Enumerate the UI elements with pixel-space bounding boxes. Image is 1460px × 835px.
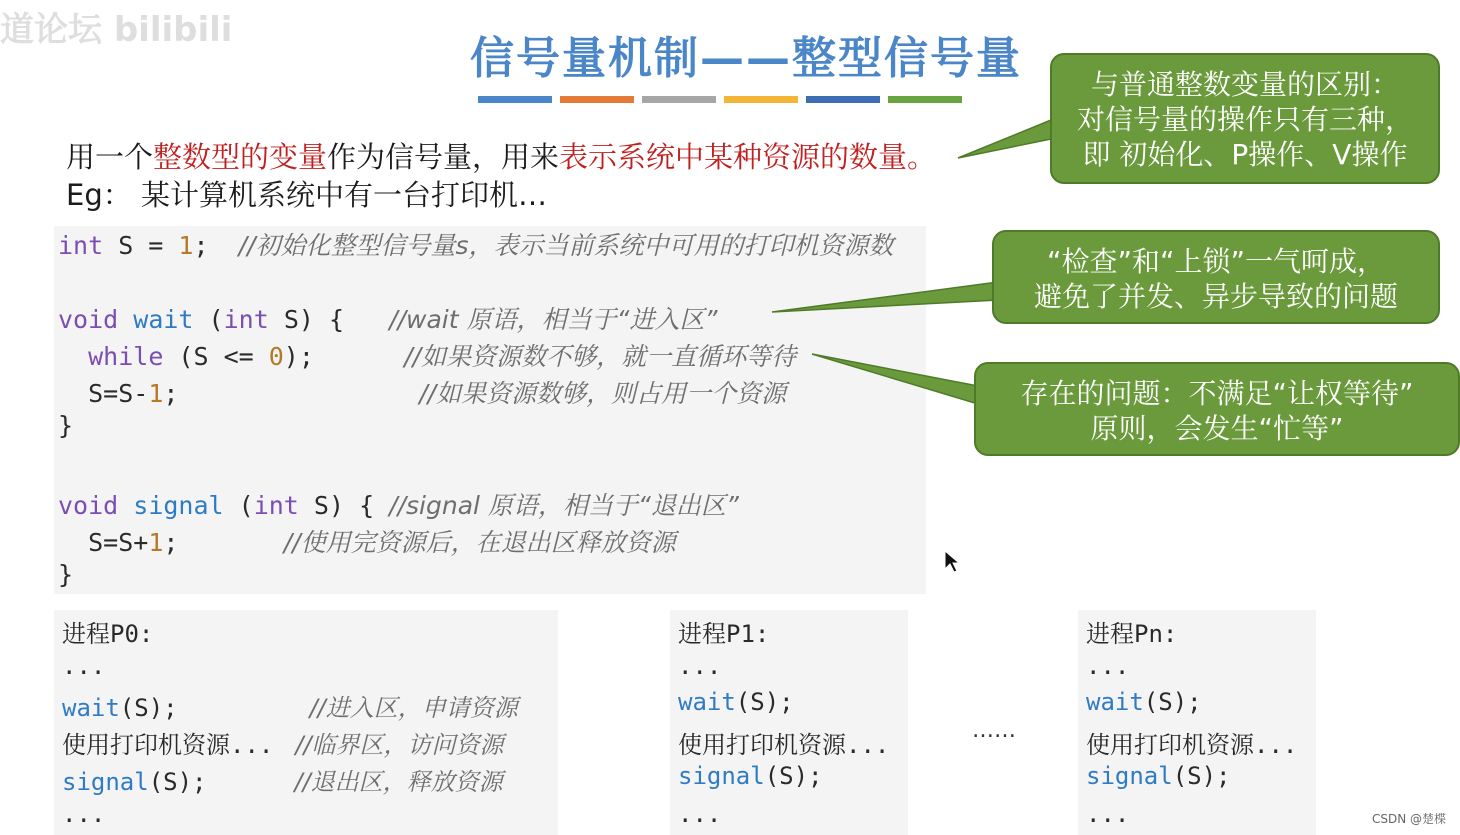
code-text: (S); xyxy=(1143,688,1202,716)
code-number: 1 xyxy=(178,231,194,260)
process-title: 进程P0: xyxy=(62,620,154,648)
code-text: ); xyxy=(283,342,405,371)
code-function: wait xyxy=(62,694,120,722)
code-text: S = xyxy=(103,231,179,260)
callout-line: 对信号量的操作只有三种， xyxy=(1076,103,1413,136)
code-comment: //如果资源数不够，就一直循环等待 xyxy=(404,342,797,371)
code-comment: //使用完资源后，在退出区释放资源 xyxy=(283,528,676,557)
code-comment: //wait 原语，相当于“进入区” xyxy=(389,305,718,334)
code-text: ; xyxy=(193,231,239,260)
code-text: ; xyxy=(163,379,420,408)
code-text: (S); xyxy=(119,694,178,722)
code-number: 0 xyxy=(268,342,284,371)
code-text: S) { xyxy=(268,305,390,334)
intro-text-highlight: 表示系统中某种资源的数量。 xyxy=(559,140,937,174)
callout-atomic-check-lock xyxy=(992,230,1440,324)
code-text: 使用打印机资源... xyxy=(62,731,274,759)
process-ellipsis: ... xyxy=(1086,800,1130,828)
callout-pointer-2 xyxy=(772,282,998,312)
code-comment: //如果资源数够，则占用一个资源 xyxy=(419,379,787,408)
code-text: (S); xyxy=(764,762,823,790)
callout-line: 避免了并发、异步导致的问题 xyxy=(1033,280,1398,313)
code-text: S=S+ xyxy=(58,528,149,557)
process-ellipsis: ... xyxy=(62,800,106,828)
mouse-cursor-icon xyxy=(944,550,960,574)
code-keyword: void xyxy=(58,491,119,520)
callout-line: “检查”和“上锁”一气呵成， xyxy=(1046,245,1386,278)
intro-text-plain: 用一个 xyxy=(66,140,154,174)
code-function: wait xyxy=(1086,688,1144,716)
callout-line: 存在的问题：不满足“让权等待” xyxy=(1020,377,1414,410)
code-text: S=S- xyxy=(58,379,149,408)
code-function: signal xyxy=(133,491,224,520)
callout-line: 原则，会发生“忙等” xyxy=(1090,412,1344,445)
code-function: signal xyxy=(1086,762,1173,790)
process-use-line: 使用打印机资源... xyxy=(678,731,890,759)
code-keyword: while xyxy=(88,342,164,371)
process-ellipsis: ... xyxy=(678,652,722,680)
code-function: signal xyxy=(678,762,765,790)
callout-semaphore-difference xyxy=(1050,53,1440,184)
code-text: ( xyxy=(193,305,224,334)
process-ellipsis: ... xyxy=(678,800,722,828)
intro-line-2: Eg： 某计算机系统中有一台打印机… xyxy=(66,178,547,212)
code-keyword: int xyxy=(253,491,299,520)
code-keyword: int xyxy=(58,231,104,260)
code-comment: //临界区，访问资源 xyxy=(295,731,504,759)
code-text: (S); xyxy=(148,768,207,796)
code-comment: //退出区，释放资源 xyxy=(294,768,503,796)
code-function: wait xyxy=(678,688,736,716)
code-comment: //初始化整型信号量s，表示当前系统中可用的打印机资源数 xyxy=(238,231,894,260)
intro-text-highlight: 整数型的变量 xyxy=(153,140,328,174)
code-text: ( xyxy=(223,491,254,520)
callout-pointer-1 xyxy=(958,118,1056,158)
code-text: S) { xyxy=(298,491,390,520)
csdn-credit: CSDN @楚楪 xyxy=(1371,812,1446,826)
process-title: 进程P1: xyxy=(678,620,770,648)
code-text: (S <= xyxy=(163,342,269,371)
callout-line: 即 初始化、P操作、V操作 xyxy=(1082,138,1408,171)
watermark: 道论坛 bilibili xyxy=(0,10,233,50)
callout-line: 与普通整数变量的区别： xyxy=(1090,68,1399,101)
code-function: signal xyxy=(62,768,149,796)
intro-text-plain: 作为信号量，用来 xyxy=(327,140,560,174)
code-text: (S); xyxy=(735,688,794,716)
code-comment: //signal 原语，相当于“退出区” xyxy=(389,491,739,520)
code-line: } xyxy=(58,560,74,589)
process-ellipsis: ... xyxy=(62,652,106,680)
code-text: ; xyxy=(163,528,284,557)
code-keyword: int xyxy=(223,305,269,334)
process-use-line: 使用打印机资源... xyxy=(1086,731,1298,759)
between-processes-ellipsis: …… xyxy=(972,718,1016,743)
code-line: } xyxy=(58,411,74,440)
callout-busy-waiting-problem xyxy=(974,362,1460,456)
process-title: 进程Pn: xyxy=(1086,620,1178,648)
code-number: 1 xyxy=(148,379,164,408)
code-text: (S); xyxy=(1172,762,1231,790)
code-number: 1 xyxy=(148,528,164,557)
callout-pointer-3 xyxy=(812,354,978,404)
process-ellipsis: ... xyxy=(1086,652,1130,680)
code-keyword: void xyxy=(58,305,119,334)
code-comment: //进入区，申请资源 xyxy=(309,694,518,722)
code-function: wait xyxy=(133,305,194,334)
slide-title: 信号量机制——整型信号量 xyxy=(470,33,1022,84)
